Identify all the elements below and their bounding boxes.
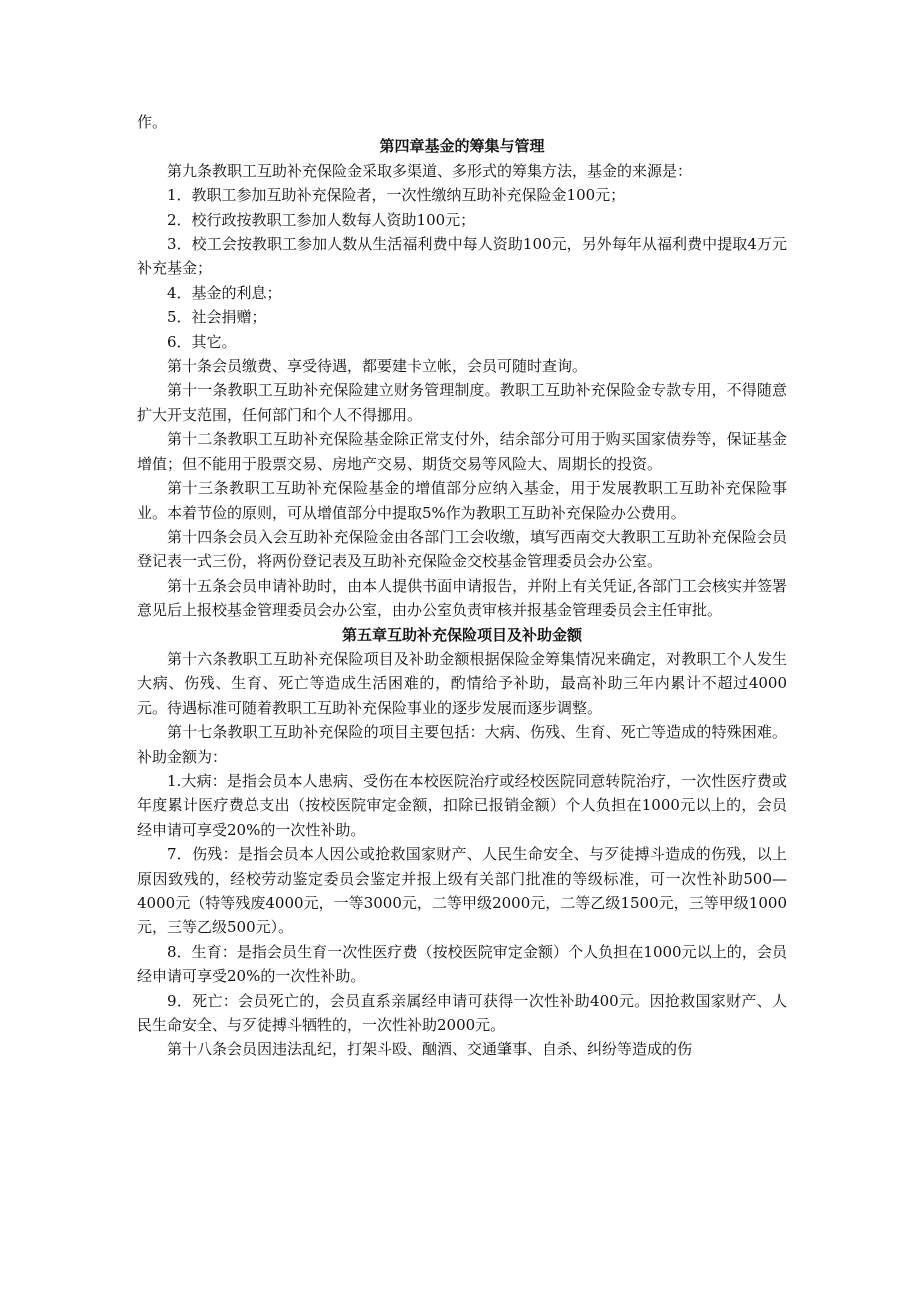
body-paragraph: 8．生育：是指会员生育一次性医疗费（按校医院审定金额）个人负担在1000元以上的，会员经申请可享受20%的一次性补助。 [137,942,787,986]
body-paragraph: 第十一条教职工互助补充保险建立财务管理制度。教职工互助补充保险金专款专用，不得随意扩大开支范围，任何部门和个人不得挪用。 [137,381,787,424]
body-paragraph: 7．伤残：是指会员本人因公或抢救国家财产、人民生命安全、与歹徒搏斗造成的伤残，以上原因致残的，经校劳动鉴定委员会鉴定并报上级有关部门批准的等级标准，可一次性补助500—4000元（特等残废4000元，一等3000元，二等甲级2000元，二等乙级1500元，三等甲级1000元，三等乙级500元）。 [137,845,787,937]
body-paragraph: 第九条教职工互助补充保险金采取多渠道、多形式的筹集方法，基金的来源是： [167,161,693,180]
body-paragraph: 第十四条会员入会互助补充保险金由各部门工会收缴，填写西南交大教职工互助补充保险会员登记表一式三份，将两份登记表及互助补充保险金交校基金管理委员会办公室。 [137,527,787,571]
body-paragraph: 4．基金的利息； [167,283,282,302]
body-paragraph: 第十八条会员因违法乱纪，打架斗殴、酗酒、交通肇事、自杀、纠纷等造成的伤 [167,1040,693,1059]
body-paragraph: 2．校行政按教职工参加人数每人资助100元； [167,210,476,229]
body-paragraph: 第十五条会员申请补助时，由本人提供书面申请报告，并附上有关凭证,各部门工会核实并签署意见后上报校基金管理委员会办公室，由办公室负责审核并报基金管理委员会主任审批。 [137,576,787,620]
body-paragraph: 6．其它。 [167,332,237,351]
body-paragraph: 第十六条教职工互助补充保险项目及补助金额根据保险金筹集情况来确定，对教职工个人发生大病、伤残、生育、死亡等造成生活困难的，酌情给予补助，最高补助三年内累计不超过4000元。待遇标准可随着教职工互助补充保险事业的逐步发展而逐步调整。 [137,649,787,717]
body-paragraph: 作。 [137,113,168,131]
body-paragraph: 第十二条教职工互助补充保险基金除正常支付外，结余部分可用于购买国家债券等，保证基金增值；但不能用于股票交易、房地产交易、期货交易等风险大、周期长的投资。 [137,430,787,473]
body-paragraph: 1.大病：是指会员本人患病、受伤在本校医院治疗或经校医院同意转院治疗，一次性医疗费或年度累计医疗费总支出（按校医院审定金额，扣除已报销金额）个人负担在1000元以上的，会员经申请可享受20%的一次性补助。 [137,771,787,839]
document-page [137,110,787,1062]
chapter-heading: 第五章互助补充保险项目及补助金额 [341,625,582,644]
body-paragraph: 1．教职工参加互助补充保险者，一次性缴纳互助补充保险金100元； [167,186,626,205]
body-paragraph: 第十三条教职工互助补充保险基金的增值部分应纳入基金，用于发展教职工互助补充保险事业。本着节俭的原则，可从增值部分中提取5%作为教职工互助补充保险办公费用。 [137,479,787,522]
body-paragraph: 9．死亡：会员死亡的，会员直系亲属经申请可获得一次性补助400元。因抢救国家财产、人民生命安全、与歹徒搏斗牺牲的，一次性补助2000元。 [137,991,787,1035]
chapter-heading: 第四章基金的筹集与管理 [379,137,545,156]
body-paragraph: 第十条会员缴费、享受待遇，都要建卡立帐，会员可随时查询。 [167,357,588,376]
body-paragraph: 3．校工会按教职工参加人数从生活福利费中每人资助100元，另外每年从福利费中提取4万元补充基金； [137,235,787,278]
body-paragraph: 第十七条教职工互助补充保险的项目主要包括：大病、伤残、生育、死亡等造成的特殊困难。补助金额为： [137,723,787,766]
body-paragraph: 5．社会捐赠； [167,308,267,327]
